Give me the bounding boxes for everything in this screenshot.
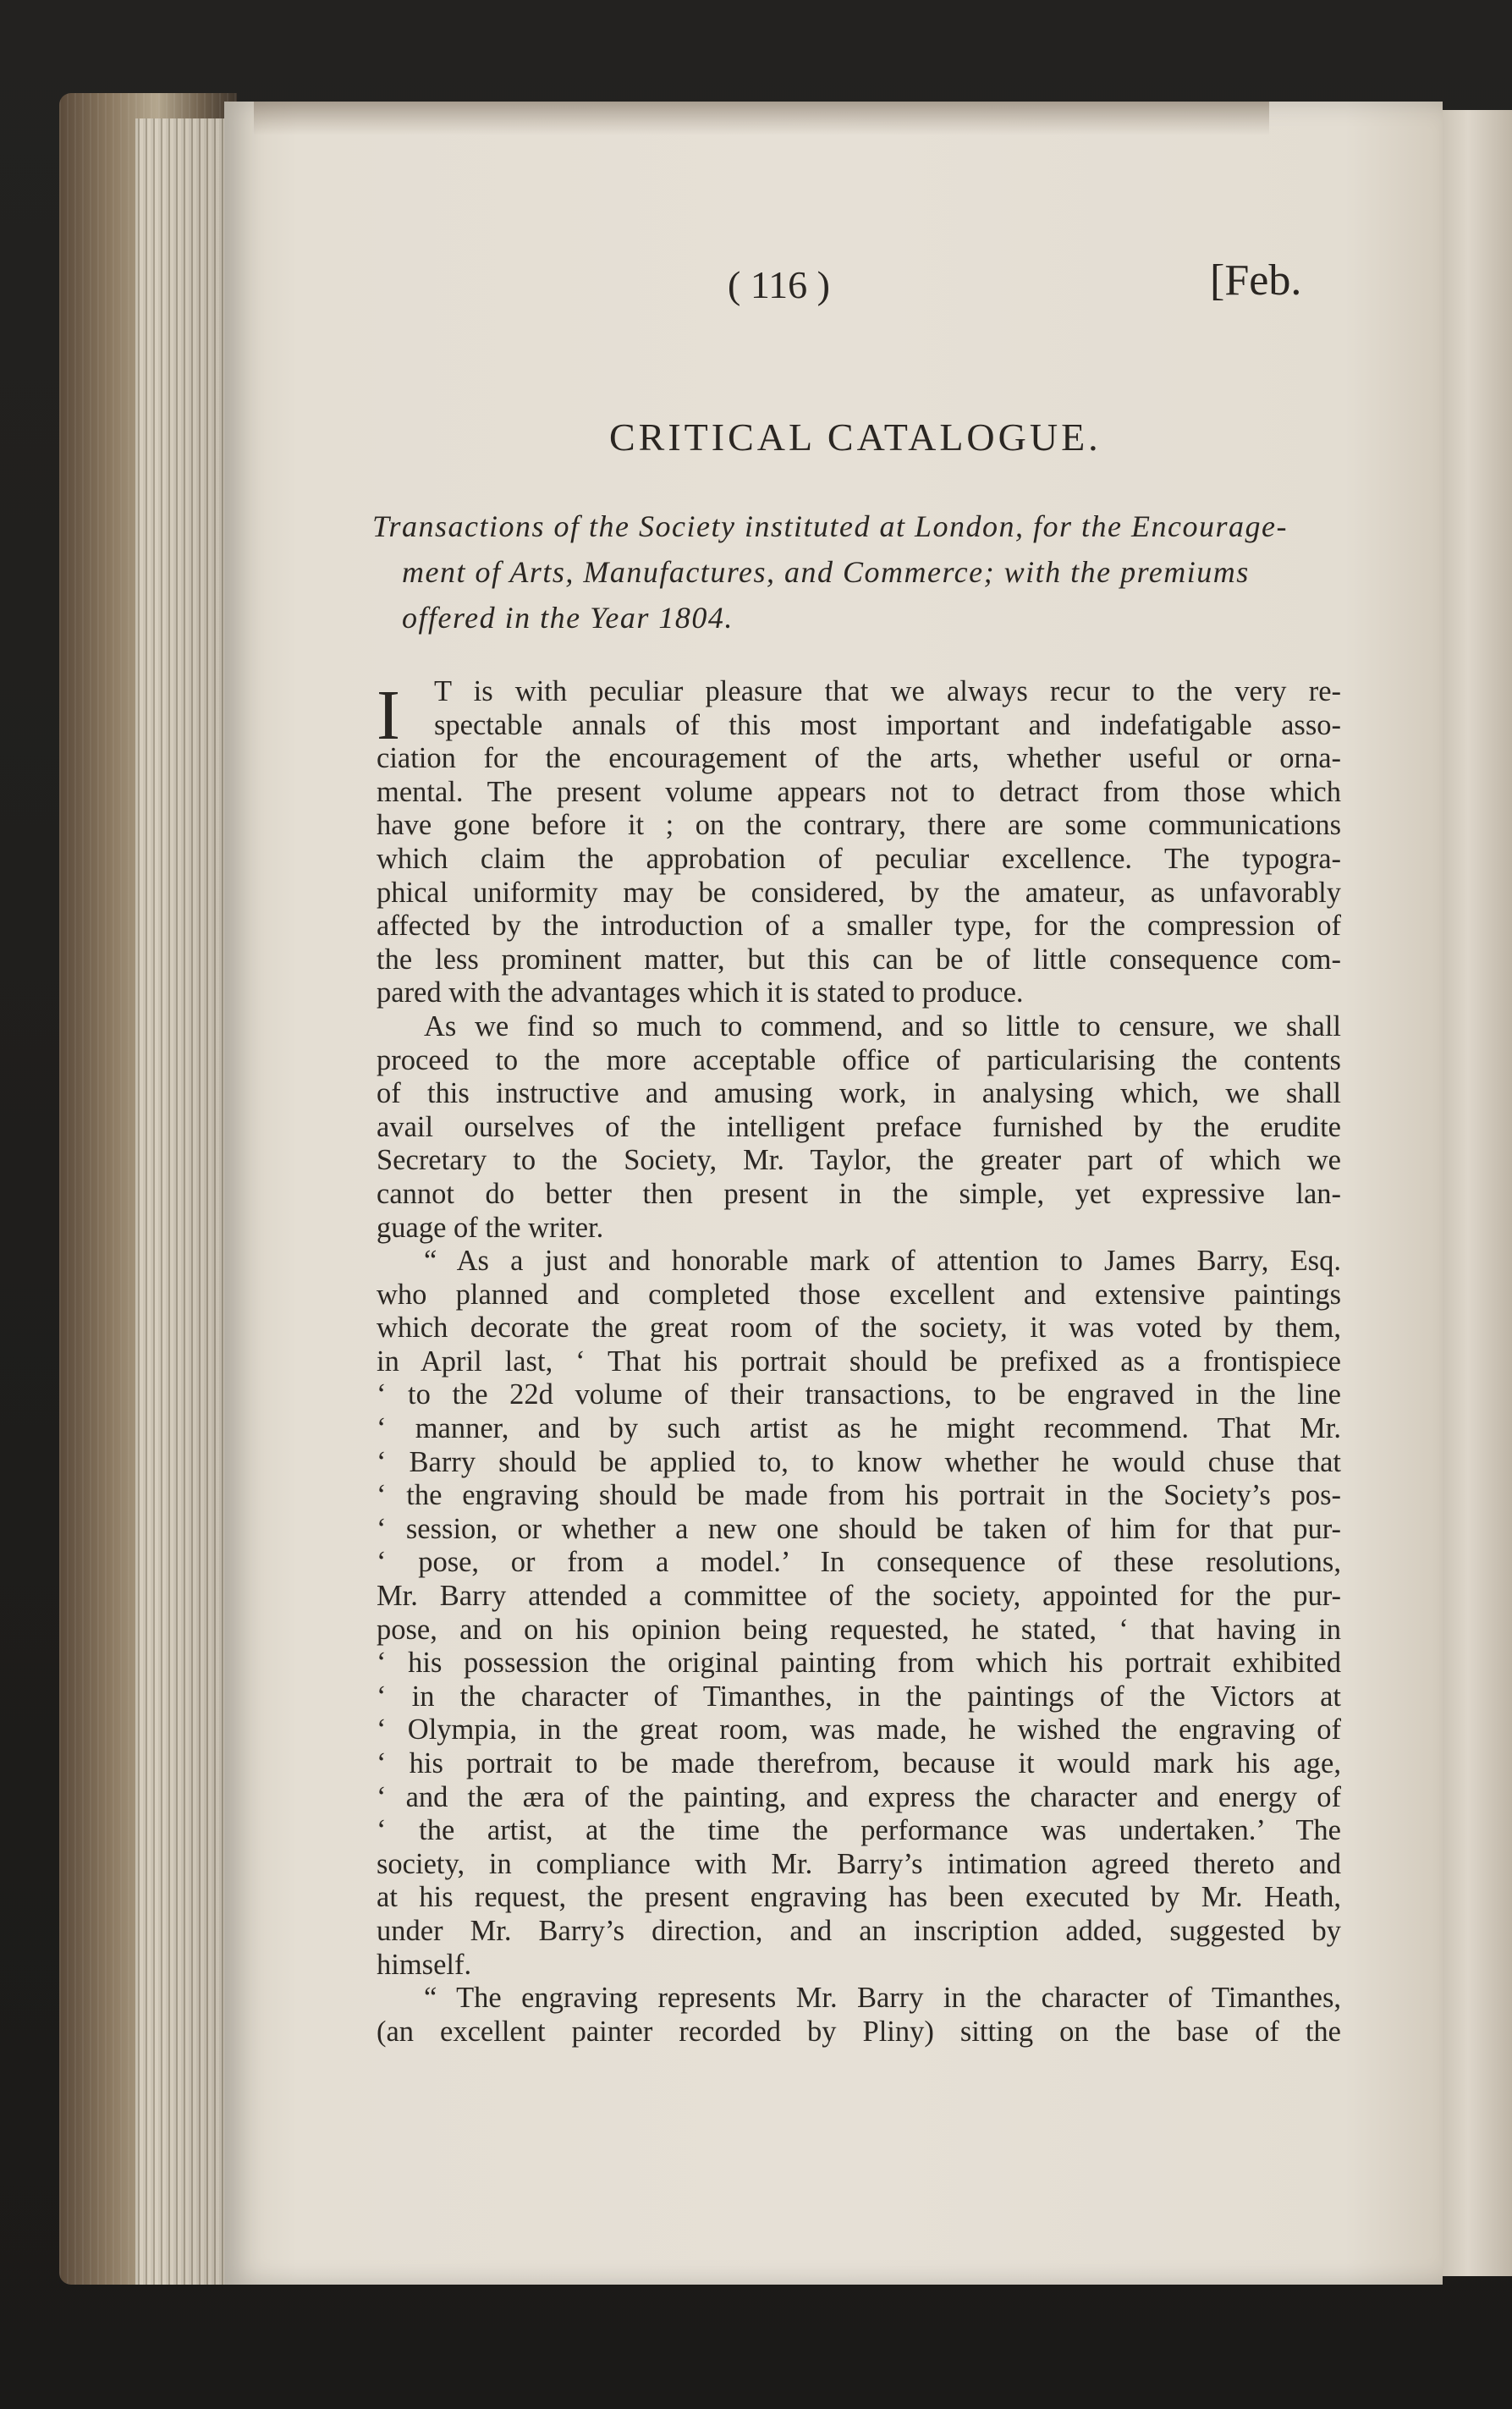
text-line: the less prominent matter, but this can be of little consequence com- — [377, 943, 1341, 976]
text-line: “ As a just and honorable mark of attention to James Barry, Esq. — [424, 1245, 1341, 1278]
text-line: ‘ pose, or from a model.’ In consequence of these resolutions, — [377, 1546, 1341, 1579]
text-line: (an excellent painter recorded by Pliny) sitting on the base of the — [377, 2015, 1341, 2048]
text-line: mental. The present volume appears not to detract from those which — [377, 775, 1341, 808]
text-line: which claim the approbation of peculiar excellence. The typogra- — [377, 842, 1341, 875]
text-line: Mr. Barry attended a committee of the society, appointed for the pur- — [377, 1580, 1341, 1613]
text-line: ‘ the engraving should be made from his portrait in the Society’s pos- — [377, 1479, 1341, 1512]
book-title-line: Transactions of the Society instituted at London, for the Encourage- — [372, 509, 1288, 543]
text-line: ‘ his possession the original painting from which his portrait exhibited — [377, 1647, 1341, 1680]
text-line: under Mr. Barry’s direction, and an inscription added, suggested by — [377, 1914, 1341, 1947]
running-head-month: [Feb. — [1210, 256, 1302, 305]
text-line: proceed to the more acceptable office of particularising the contents — [377, 1043, 1341, 1076]
text-line: who planned and completed those excellent and extensive paintings — [377, 1278, 1341, 1311]
text-line: Secretary to the Society, Mr. Taylor, the greater part of which we — [377, 1144, 1341, 1177]
text-line: ‘ manner, and by such artist as he might recommend. That Mr. — [377, 1412, 1341, 1445]
text-line: ‘ the artist, at the time the performance was undertaken.’ The — [377, 1814, 1341, 1847]
text-line: ‘ session, or whether a new one should be taken of him for that pur- — [377, 1512, 1341, 1545]
page-stack-edge — [135, 118, 228, 2285]
text-line: ‘ Barry should be applied to, to know whether he would chuse that — [377, 1445, 1341, 1478]
text-line: ciation for the encouragement of the arts, whether useful or orna- — [377, 742, 1341, 775]
text-line: which decorate the great room of the society, it was voted by them, — [377, 1312, 1341, 1345]
text-line: himself. — [377, 1948, 472, 1981]
text-line: society, in compliance with Mr. Barry’s intimation agreed thereto and — [377, 1847, 1341, 1880]
text-line: cannot do better then present in the simple, yet expressive lan- — [377, 1177, 1341, 1210]
text-line: ‘ his portrait to be made therefrom, because it would mark his age, — [377, 1747, 1341, 1779]
book-title-line: ment of Arts, Manufactures, and Commerce; with the premiums — [402, 555, 1250, 589]
page-top-stain — [254, 102, 1269, 135]
text-line: T is with peculiar pleasure that we always recur to the very re- — [434, 675, 1341, 707]
reviewed-book-title — [372, 503, 1337, 641]
text-line: spectable annals of this most important and indefatigable asso- — [434, 708, 1341, 741]
text-line: ‘ to the 22d volume of their transactions, to be engraved in the line — [377, 1378, 1341, 1411]
text-line: at his request, the present engraving has been executed by Mr. Heath, — [377, 1881, 1341, 1914]
text-line: As we find so much to commend, and so little to censure, we shall — [424, 1009, 1341, 1042]
text-line: avail ourselves of the intelligent preface furnished by the erudite — [377, 1110, 1341, 1143]
text-line: ‘ Olympia, in the great room, was made, he wished the engraving of — [377, 1713, 1341, 1746]
page-number: ( 116 ) — [728, 263, 830, 306]
text-line: affected by the introduction of a smaller type, for the compression of — [377, 910, 1341, 943]
text-line: ‘ and the æra of the painting, and express the character and energy of — [377, 1780, 1341, 1813]
text-line: in April last, ‘ That his portrait should be prefixed as a frontispiece — [377, 1345, 1341, 1378]
text-line: “ The engraving represents Mr. Barry in the character of Timanthes, — [424, 1982, 1341, 2015]
drop-cap: I — [377, 676, 400, 755]
section-title: CRITICAL CATALOGUE. — [609, 415, 1102, 459]
book-title-line: offered in the Year 1804. — [402, 601, 734, 635]
text-line: guage of the writer. — [377, 1211, 604, 1244]
text-line: of this instructive and amusing work, in analysing which, we shall — [377, 1077, 1341, 1110]
text-line: have gone before it ; on the contrary, there are some communications — [377, 809, 1341, 842]
review-body — [377, 675, 1341, 2049]
text-line: pared with the advantages which it is stated to produce. — [377, 976, 1024, 1009]
text-line: phical uniformity may be considered, by the amateur, as unfavorably — [377, 876, 1341, 909]
text-line: pose, and on his opinion being requested, he stated, ‘ that having in — [377, 1613, 1341, 1646]
facing-page-edge — [1438, 110, 1512, 2276]
text-line: ‘ in the character of Timanthes, in the paintings of the Victors at — [377, 1680, 1341, 1713]
